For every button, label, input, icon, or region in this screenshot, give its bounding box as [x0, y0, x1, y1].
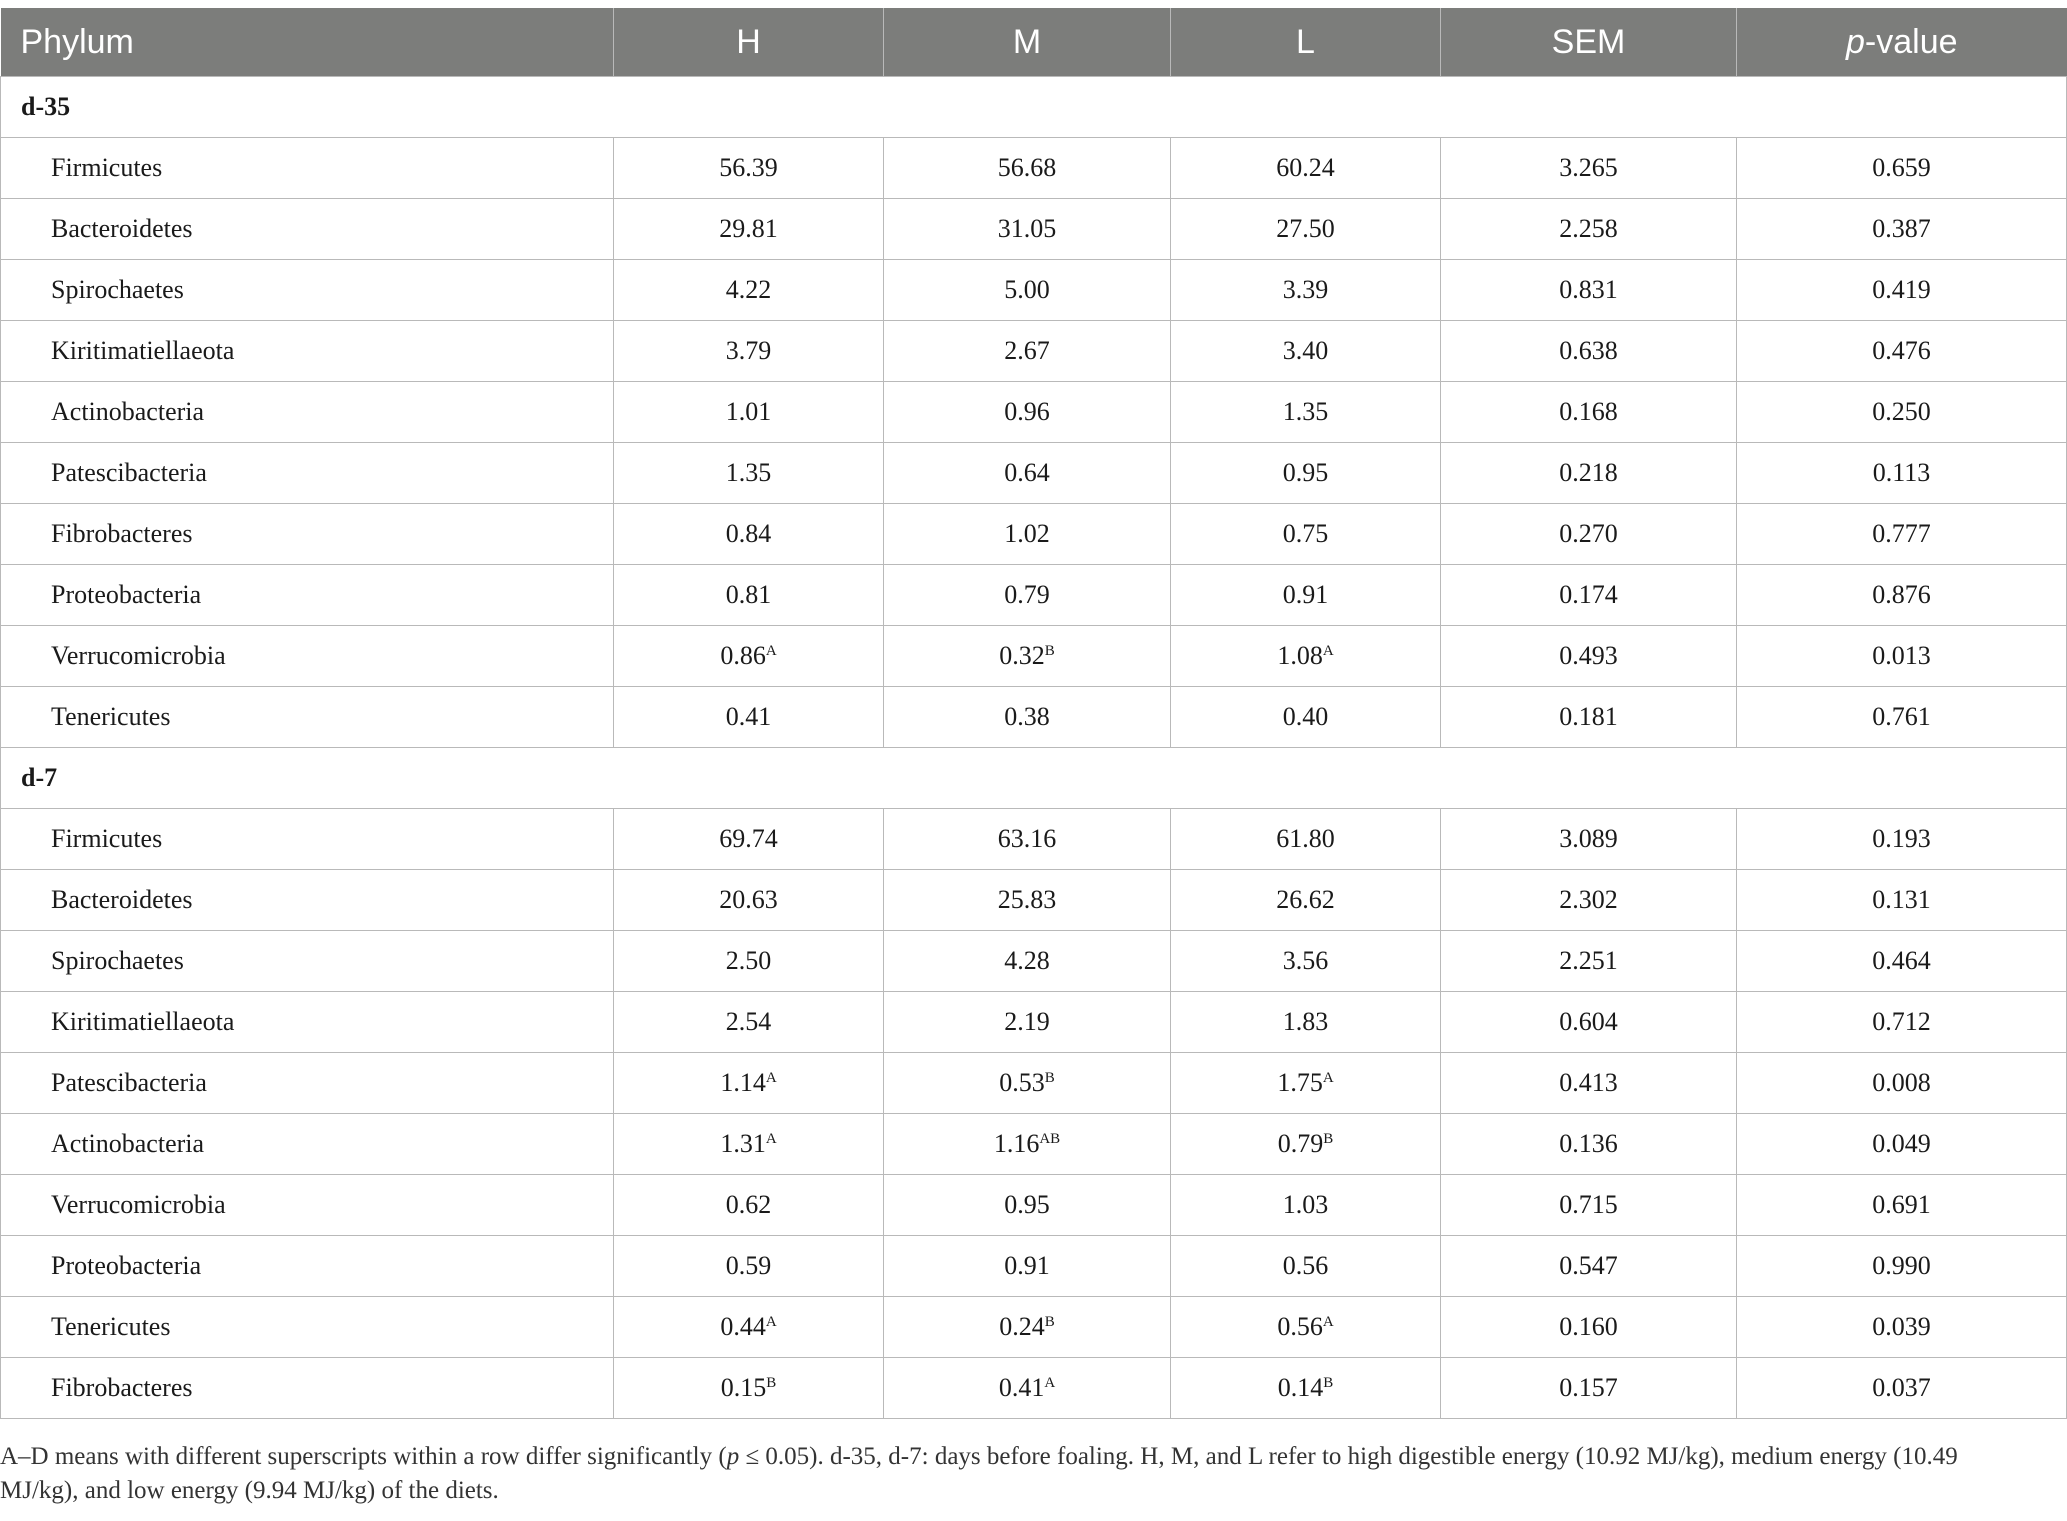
value-m: [884, 321, 1171, 382]
value-number: 0.84: [725, 519, 772, 548]
value-number: 1.35: [1282, 397, 1329, 426]
value-m: [884, 687, 1171, 748]
value-number: 2.19: [1004, 1007, 1050, 1036]
value-h: [614, 260, 884, 321]
footnote-p: p: [726, 1443, 740, 1470]
value-number: 0.95: [1004, 1190, 1050, 1219]
value-m: [884, 443, 1171, 504]
value-number: 0.40: [1282, 702, 1329, 731]
value-number: 0.38: [1004, 702, 1050, 731]
value-number: 2.54: [725, 1007, 772, 1036]
phylum-name: Actinobacteria: [1, 1114, 614, 1175]
value-number: 0.41: [725, 702, 772, 731]
value-p: 0.131: [1737, 870, 2067, 931]
table-row: [1, 138, 2067, 199]
value-sem: 0.413: [1441, 1053, 1737, 1114]
value-sem: 0.604: [1441, 992, 1737, 1053]
value-m: [884, 870, 1171, 931]
phylum-name: Kiritimatiellaeota: [1, 321, 614, 382]
section-row: [1, 748, 2067, 809]
phylum-name: Bacteroidetes: [1, 870, 614, 931]
value-l: [1171, 687, 1441, 748]
value-m: [884, 382, 1171, 443]
value-number: 1.75: [1277, 1068, 1323, 1097]
value-number: 63.16: [997, 824, 1057, 853]
value-sem: 0.136: [1441, 1114, 1737, 1175]
value-number: 27.50: [1276, 214, 1335, 243]
value-number: 0.24: [999, 1312, 1045, 1341]
phylum-name: Verrucomicrobia: [1, 1175, 614, 1236]
value-number: 1.31: [720, 1129, 766, 1158]
value-number: 0.56: [1277, 1312, 1323, 1341]
value-sem: 0.160: [1441, 1297, 1737, 1358]
value-h: [614, 1236, 884, 1297]
header-phylum: Phylum: [1, 8, 614, 77]
value-l: [1171, 1053, 1441, 1114]
phylum-name: Patescibacteria: [1, 1053, 614, 1114]
phylum-name: Kiritimatiellaeota: [1, 992, 614, 1053]
value-sem: 0.831: [1441, 260, 1737, 321]
value-p: 0.659: [1737, 138, 2067, 199]
value-number: 0.62: [725, 1190, 772, 1219]
value-number: 4.22: [725, 275, 772, 304]
table-row: [1, 1053, 2067, 1114]
value-m: [884, 626, 1171, 687]
value-number: 3.39: [1282, 275, 1329, 304]
value-p: 0.193: [1737, 809, 2067, 870]
value-h: [614, 138, 884, 199]
significance-superscript: A: [765, 1314, 777, 1330]
significance-superscript: A: [1322, 1314, 1334, 1330]
value-number: 1.14: [720, 1068, 766, 1097]
value-number: 69.74: [719, 824, 778, 853]
value-l: [1171, 1236, 1441, 1297]
value-number: 1.35: [725, 458, 772, 487]
value-p: 0.013: [1737, 626, 2067, 687]
phylum-name: Proteobacteria: [1, 565, 614, 626]
value-h: [614, 992, 884, 1053]
significance-superscript: B: [766, 1375, 777, 1391]
value-number: 3.56: [1282, 946, 1329, 975]
value-number: 3.40: [1282, 336, 1329, 365]
value-h: [614, 1175, 884, 1236]
value-number: 60.24: [1276, 153, 1335, 182]
value-m: [884, 138, 1171, 199]
value-p: 0.419: [1737, 260, 2067, 321]
table-row: [1, 626, 2067, 687]
value-number: 1.03: [1282, 1190, 1329, 1219]
value-number: 0.56: [1282, 1251, 1329, 1280]
value-sem: 0.638: [1441, 321, 1737, 382]
header-l: L: [1171, 8, 1441, 77]
table-row: [1, 931, 2067, 992]
data-table: [0, 8, 2067, 1419]
value-l: [1171, 809, 1441, 870]
value-l: [1171, 443, 1441, 504]
value-l: [1171, 1114, 1441, 1175]
value-sem: 0.168: [1441, 382, 1737, 443]
value-number: 0.14: [1277, 1373, 1324, 1402]
phylum-name: Actinobacteria: [1, 382, 614, 443]
table-row: [1, 260, 2067, 321]
table-row: [1, 809, 2067, 870]
header-sem: SEM: [1441, 8, 1737, 77]
value-number: 1.01: [725, 397, 772, 426]
value-h: [614, 1358, 884, 1419]
phylum-name: Tenericutes: [1, 1297, 614, 1358]
significance-superscript: AB: [1039, 1131, 1061, 1147]
phylum-name: Patescibacteria: [1, 443, 614, 504]
value-h: [614, 687, 884, 748]
value-l: [1171, 1297, 1441, 1358]
table-row: [1, 443, 2067, 504]
value-m: [884, 1114, 1171, 1175]
header-h: H: [614, 8, 884, 77]
phylum-name: Spirochaetes: [1, 931, 614, 992]
significance-superscript: A: [1044, 1375, 1056, 1391]
table-row: [1, 1297, 2067, 1358]
value-sem: 0.493: [1441, 626, 1737, 687]
header-value-suffix: -value: [1864, 22, 1958, 61]
value-h: [614, 809, 884, 870]
value-number: 0.95: [1282, 458, 1329, 487]
phylum-name: Spirochaetes: [1, 260, 614, 321]
value-m: [884, 1297, 1171, 1358]
table-row: [1, 321, 2067, 382]
value-h: [614, 504, 884, 565]
value-number: 0.81: [725, 580, 772, 609]
table-row: [1, 1236, 2067, 1297]
section-row: [1, 77, 2067, 138]
phylum-name: Firmicutes: [1, 809, 614, 870]
value-number: 3.79: [725, 336, 772, 365]
significance-superscript: A: [765, 1070, 777, 1086]
value-number: 0.91: [1282, 580, 1329, 609]
value-m: [884, 1175, 1171, 1236]
value-number: 56.39: [719, 153, 778, 182]
value-h: [614, 626, 884, 687]
value-l: [1171, 504, 1441, 565]
value-number: 0.86: [720, 641, 766, 670]
value-sem: 3.089: [1441, 809, 1737, 870]
value-h: [614, 443, 884, 504]
header-p-value: [1737, 8, 2067, 77]
value-number: 5.00: [1004, 275, 1050, 304]
value-number: 0.79: [1277, 1129, 1324, 1158]
section-label: d-35: [1, 77, 2067, 138]
table-row: [1, 565, 2067, 626]
value-h: [614, 565, 884, 626]
significance-superscript: B: [1044, 1070, 1055, 1086]
value-h: [614, 1053, 884, 1114]
value-p: 0.761: [1737, 687, 2067, 748]
value-l: [1171, 199, 1441, 260]
value-p: 0.777: [1737, 504, 2067, 565]
value-number: 4.28: [1004, 946, 1050, 975]
value-sem: 0.715: [1441, 1175, 1737, 1236]
footnote-part1: A–D means with different superscripts within a row differ significantly (: [0, 1443, 727, 1470]
value-number: 0.41: [998, 1373, 1045, 1402]
significance-superscript: A: [1322, 1070, 1334, 1086]
value-l: [1171, 626, 1441, 687]
value-p: 0.876: [1737, 565, 2067, 626]
value-p: 0.464: [1737, 931, 2067, 992]
value-sem: 3.265: [1441, 138, 1737, 199]
header-m: M: [884, 8, 1171, 77]
value-number: 2.67: [1004, 336, 1050, 365]
value-p: 0.387: [1737, 199, 2067, 260]
value-number: 0.91: [1004, 1251, 1050, 1280]
value-p: 0.008: [1737, 1053, 2067, 1114]
value-l: [1171, 870, 1441, 931]
phylum-name: Tenericutes: [1, 687, 614, 748]
value-number: 1.02: [1004, 519, 1050, 548]
value-number: 1.16: [993, 1129, 1040, 1158]
value-p: 0.990: [1737, 1236, 2067, 1297]
table-row: [1, 687, 2067, 748]
value-number: 0.75: [1282, 519, 1329, 548]
value-p: 0.476: [1737, 321, 2067, 382]
value-p: 0.691: [1737, 1175, 2067, 1236]
value-number: 1.83: [1282, 1007, 1329, 1036]
value-h: [614, 870, 884, 931]
value-h: [614, 199, 884, 260]
phylum-name: Verrucomicrobia: [1, 626, 614, 687]
value-number: 61.80: [1276, 824, 1335, 853]
value-number: 0.15: [720, 1373, 767, 1402]
value-l: [1171, 382, 1441, 443]
value-m: [884, 260, 1171, 321]
value-p: 0.039: [1737, 1297, 2067, 1358]
table-row: [1, 1175, 2067, 1236]
value-h: [614, 1297, 884, 1358]
value-h: [614, 931, 884, 992]
table-row: [1, 992, 2067, 1053]
table-row: [1, 504, 2067, 565]
phylum-name: Bacteroidetes: [1, 199, 614, 260]
value-m: [884, 931, 1171, 992]
value-p: 0.250: [1737, 382, 2067, 443]
value-p: 0.712: [1737, 992, 2067, 1053]
footnote-part2: ≤ 0.05). d-35, d-7: days before foaling. H, M, and L refer to high digestible energy (10.92 MJ/kg), medium energy (10.49 MJ/kg), and low energy (9.94 MJ/kg) of the diets.: [0, 1443, 1958, 1504]
value-sem: 0.174: [1441, 565, 1737, 626]
value-number: 0.59: [725, 1251, 772, 1280]
value-m: [884, 565, 1171, 626]
value-number: 2.50: [725, 946, 772, 975]
value-sem: 2.251: [1441, 931, 1737, 992]
value-sem: 0.547: [1441, 1236, 1737, 1297]
value-m: [884, 1053, 1171, 1114]
table-row: [1, 382, 2067, 443]
significance-superscript: A: [765, 643, 777, 659]
phylum-name: Fibrobacteres: [1, 504, 614, 565]
significance-superscript: B: [1044, 643, 1055, 659]
value-number: 26.62: [1276, 885, 1335, 914]
value-l: [1171, 992, 1441, 1053]
value-h: [614, 382, 884, 443]
value-number: 0.32: [999, 641, 1045, 670]
significance-superscript: A: [765, 1131, 777, 1147]
value-number: 0.79: [1004, 580, 1050, 609]
value-sem: 0.157: [1441, 1358, 1737, 1419]
table-row: [1, 1114, 2067, 1175]
value-l: [1171, 1358, 1441, 1419]
table-row: [1, 1358, 2067, 1419]
phylum-name: Proteobacteria: [1, 1236, 614, 1297]
value-sem: 0.270: [1441, 504, 1737, 565]
value-number: 56.68: [997, 153, 1057, 182]
value-m: [884, 809, 1171, 870]
table-footnote: [0, 1440, 2040, 1508]
phylum-name: Fibrobacteres: [1, 1358, 614, 1419]
section-label: d-7: [1, 748, 2067, 809]
value-m: [884, 992, 1171, 1053]
value-sem: 2.302: [1441, 870, 1737, 931]
value-m: [884, 1236, 1171, 1297]
phylum-name: Firmicutes: [1, 138, 614, 199]
table-row: [1, 199, 2067, 260]
value-l: [1171, 565, 1441, 626]
significance-superscript: B: [1323, 1375, 1334, 1391]
header-p-italic: p: [1845, 22, 1865, 61]
value-m: [884, 1358, 1171, 1419]
value-l: [1171, 931, 1441, 992]
value-l: [1171, 321, 1441, 382]
table-body: [1, 77, 2067, 1419]
value-number: 29.81: [719, 214, 778, 243]
value-sem: 2.258: [1441, 199, 1737, 260]
value-h: [614, 321, 884, 382]
value-number: 0.53: [999, 1068, 1045, 1097]
value-l: [1171, 138, 1441, 199]
value-number: 0.64: [1004, 458, 1050, 487]
table-row: [1, 870, 2067, 931]
value-number: 31.05: [997, 214, 1057, 243]
value-sem: 0.181: [1441, 687, 1737, 748]
value-sem: 0.218: [1441, 443, 1737, 504]
value-h: [614, 1114, 884, 1175]
significance-superscript: B: [1044, 1314, 1055, 1330]
value-p: 0.037: [1737, 1358, 2067, 1419]
value-l: [1171, 260, 1441, 321]
value-p: 0.113: [1737, 443, 2067, 504]
value-number: 0.44: [720, 1312, 766, 1341]
value-m: [884, 504, 1171, 565]
value-number: 25.83: [997, 885, 1057, 914]
header-row: [1, 8, 2067, 77]
significance-superscript: B: [1323, 1131, 1334, 1147]
significance-superscript: A: [1322, 643, 1334, 659]
value-l: [1171, 1175, 1441, 1236]
value-number: 0.96: [1004, 397, 1050, 426]
value-m: [884, 199, 1171, 260]
value-p: 0.049: [1737, 1114, 2067, 1175]
value-number: 1.08: [1277, 641, 1323, 670]
value-number: 20.63: [719, 885, 778, 914]
